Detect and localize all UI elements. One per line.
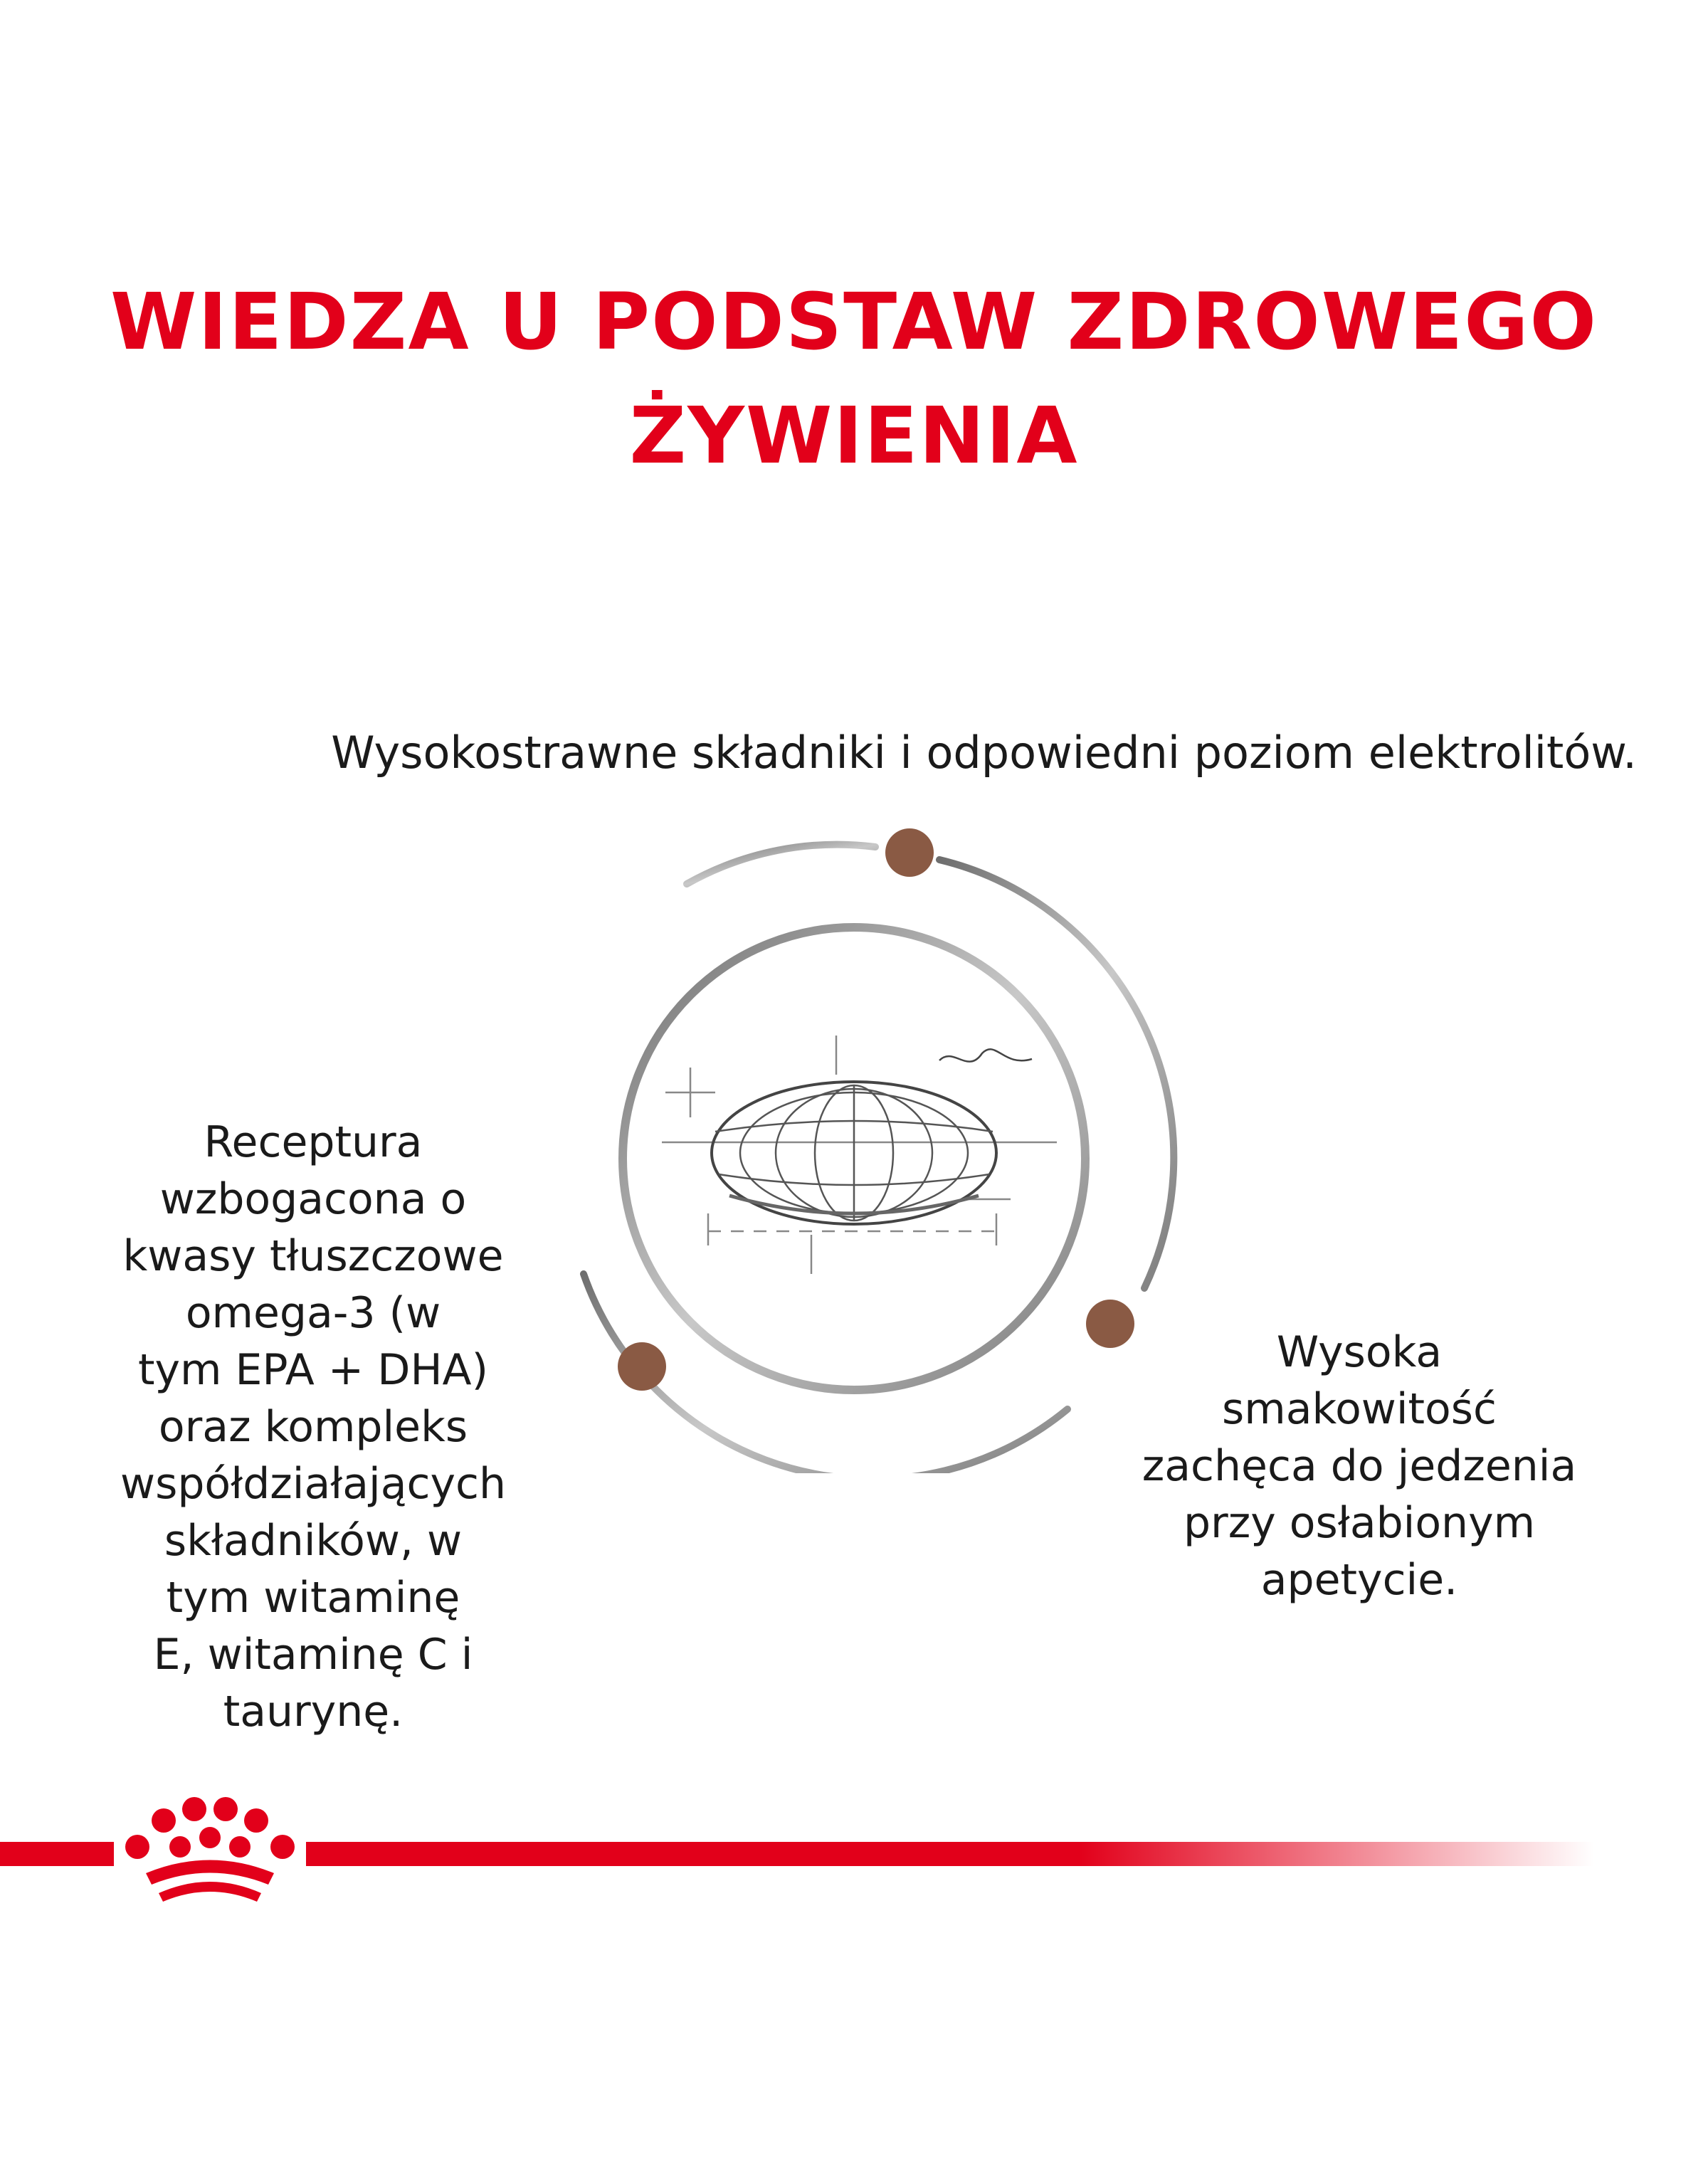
benefit-digestibility: Wysokostrawne składniki i odpowiedni poziom elektrolitów. bbox=[331, 727, 1637, 779]
benefit-palatability-line: apetycie. bbox=[1260, 1555, 1458, 1605]
benefit-dot-top bbox=[885, 828, 934, 877]
royal-canin-crown-icon bbox=[117, 1793, 302, 1914]
benefit-omega3-line: taurynę. bbox=[223, 1687, 404, 1737]
benefit-omega3-line: składników, w bbox=[164, 1516, 463, 1566]
kibble-sketch-icon bbox=[662, 1036, 1057, 1274]
footer-line-left bbox=[0, 1842, 114, 1866]
footer-line-right bbox=[306, 1842, 1594, 1866]
benefit-dot-right bbox=[1086, 1300, 1134, 1348]
page-title bbox=[0, 265, 1708, 492]
benefit-palatability-line: przy osłabionym bbox=[1183, 1498, 1536, 1548]
benefits-diagram bbox=[541, 818, 1181, 1473]
benefit-omega3 bbox=[78, 1114, 548, 1740]
benefit-omega3-line: omega-3 (w bbox=[185, 1288, 441, 1338]
benefit-omega3-line: kwasy tłuszczowe bbox=[122, 1231, 504, 1281]
page-title-line-2: ŻYWIENIA bbox=[629, 390, 1079, 481]
benefit-omega3-line: tym EPA + DHA) bbox=[137, 1345, 489, 1395]
benefit-palatability-line: smakowitość bbox=[1221, 1384, 1497, 1434]
benefit-omega3-line: E, witaminę C i bbox=[153, 1630, 473, 1680]
benefit-omega3-line: tym witaminę bbox=[166, 1573, 460, 1623]
page-title-line-1: WIEDZA U PODSTAW ZDROWEGO bbox=[110, 276, 1598, 367]
benefit-palatability-line: zachęca do jedzenia bbox=[1142, 1441, 1577, 1491]
benefit-omega3-line: Receptura bbox=[204, 1117, 423, 1167]
benefit-palatability-line: Wysoka bbox=[1276, 1327, 1443, 1377]
benefit-dot-left bbox=[618, 1342, 666, 1391]
benefit-palatability bbox=[1110, 1324, 1608, 1608]
benefit-omega3-line: oraz kompleks bbox=[158, 1402, 468, 1452]
benefit-omega3-line: współdziałających bbox=[120, 1459, 506, 1509]
benefit-omega3-line: wzbogacona o bbox=[159, 1174, 467, 1224]
